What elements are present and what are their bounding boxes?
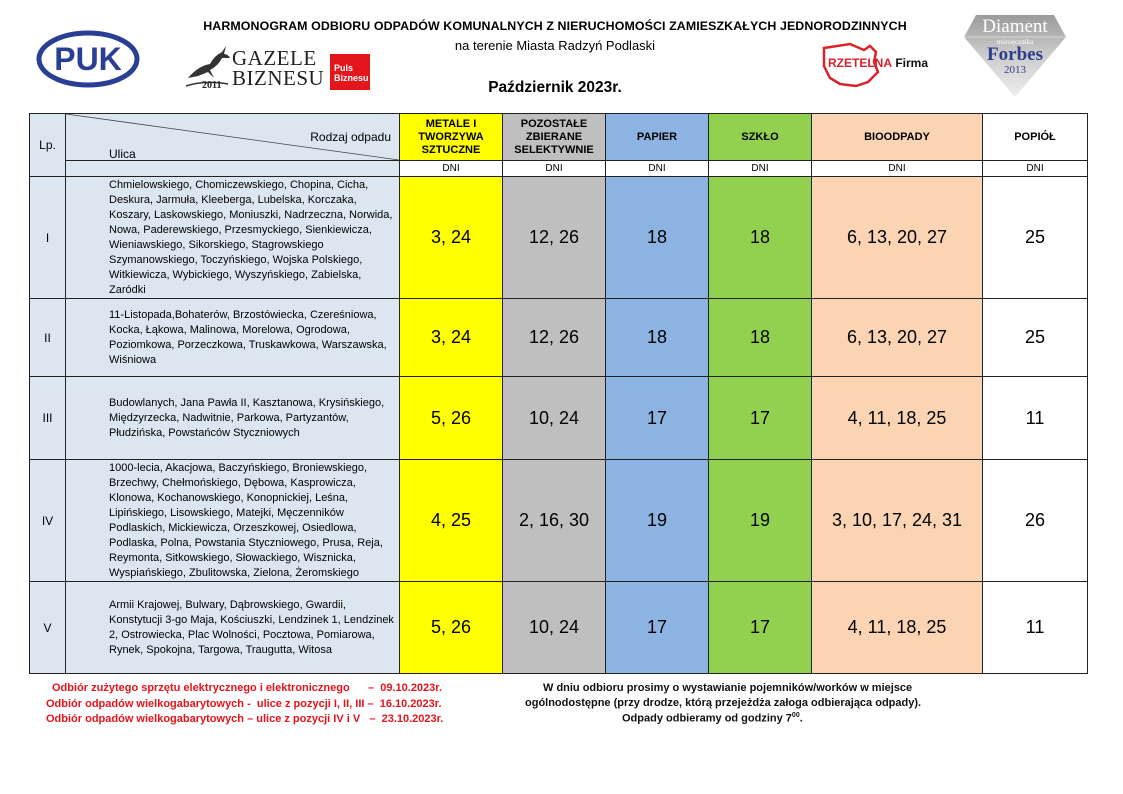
row-lp: IV <box>30 460 66 582</box>
day-pozostale: 12, 26 <box>503 299 606 377</box>
table-row <box>30 460 1088 582</box>
subheader-dni: DNI <box>400 161 503 177</box>
day-pozostale: 12, 26 <box>503 177 606 299</box>
day-bioodpady: 4, 11, 18, 25 <box>812 377 983 460</box>
header-bioodpady: BIOODPADY <box>812 114 983 161</box>
row-streets: Chmielowskiego, Chomiczewskiego, Chopina, Cicha, Deskura, Jarmuła, Kleeberga, Lubelska, Korczaka, Koszary, Laskowskiego, Moniuszki, Nadrzeczna, Norwida, Nowa, Paderewskiego, Przesmyckiego, Sienkiewicza, Wieniawskiego, Sikorskiego, Stagrowskiego Szymanowskiego, Toczyńskiego, Wojska Polskiego, Witkiewicza, Wybickiego, Wyszyńskiego, Zabielska, Zaródki <box>66 177 400 299</box>
day-bioodpady: 6, 13, 20, 27 <box>812 177 983 299</box>
header-row <box>30 114 1088 161</box>
header-pozostale: POZOSTAŁE ZBIERANE SELEKTYWNIE <box>503 114 606 161</box>
day-pozostale: 10, 24 <box>503 582 606 674</box>
note-hours-end: . <box>799 712 803 725</box>
day-papier: 19 <box>606 460 709 582</box>
day-metale: 4, 25 <box>400 460 503 582</box>
subheader-street-blank <box>66 161 400 177</box>
day-szklo: 17 <box>709 377 812 460</box>
forbes-diament-logo <box>962 13 1068 99</box>
header-papier: PAPIER <box>606 114 709 161</box>
table-row <box>30 299 1088 377</box>
day-szklo: 18 <box>709 299 812 377</box>
note-hours-text: Odpady odbieramy od godziny 7 <box>622 712 792 725</box>
day-szklo: 18 <box>709 177 812 299</box>
rzetelna-black: Firma <box>895 56 929 70</box>
page-title: HARMONOGRAM ODBIORU ODPADÓW KOMUNALNYCH Z NIERUCHOMOŚCI ZAMIESZKAŁYCH JEDNORODZINNYCH <box>203 19 907 33</box>
note-hours-sup: 00 <box>791 712 800 719</box>
table-row <box>30 177 1088 299</box>
day-szklo: 17 <box>709 582 812 674</box>
row-streets: 11-Listopada,Bohaterów, Brzostówiecka, Czereśniowa, Kocka, Łąkowa, Malinowa, Morelowa, Ogrodowa, Poziomkowa, Porzeczkowa, Truskawkowa, Warszawska, Wiśniowa <box>66 299 400 377</box>
header-corner <box>66 114 400 161</box>
subheader-dni: DNI <box>606 161 709 177</box>
forbes-mies-text: miesięcznika <box>996 38 1034 46</box>
rzetelna-text <box>828 56 928 70</box>
puls-biznesu-badge: Puls Biznesu <box>330 54 370 90</box>
page-subtitle: na terenie Miasta Radzyń Podlaski <box>454 38 656 53</box>
day-metale: 5, 26 <box>400 582 503 674</box>
note-hours <box>622 712 803 725</box>
header-rodzaj-odpadu: Rodzaj odpadu <box>310 130 391 144</box>
gazele-text: GAZELE BIZNESU <box>232 46 325 90</box>
schedule-table <box>29 113 1088 674</box>
subheader-dni: DNI <box>812 161 983 177</box>
row-lp: I <box>30 177 66 299</box>
note-bulky-1: Odbiór odpadów wielkogabarytowych - ulice z pozycji I, II, III – 16.10.2023r. <box>46 698 442 710</box>
day-metale: 5, 26 <box>400 377 503 460</box>
puk-logo-text: PUK <box>54 41 122 77</box>
day-bioodpady: 6, 13, 20, 27 <box>812 299 983 377</box>
puk-logo <box>36 30 140 88</box>
row-streets: 1000-lecia, Akacjowa, Baczyńskiego, Broniewskiego, Brzechwy, Chełmońskiego, Dębowa, Kasprowicza, Klonowa, Kochanowskiego, Konopnickiej, Leśna, Lipińskiego, Lisowskiego, Matejki, Męczenników Podlaskich, Mickiewicza, Orzeszkowej, Osiedlowa, Podlaska, Polna, Powstania Styczniowego, Prusa, Reja, Reymonta, Sitkowskiego, Słowackiego, Wisznicka, Wyspiańskiego, Zbulitowska, Zielona, Żeromskiego <box>66 460 400 582</box>
gazele-biznesu-logo <box>184 42 372 94</box>
day-papier: 17 <box>606 377 709 460</box>
day-pozostale: 10, 24 <box>503 377 606 460</box>
note-placement-1: W dniu odbioru prosimy o wystawianie pojemników/worków w miejsce <box>543 682 913 694</box>
day-popiol: 25 <box>983 177 1088 299</box>
note-electronics: Odbiór zużytego sprzętu elektrycznego i elektronicznego – 09.10.2023r. <box>52 682 443 694</box>
table-row <box>30 582 1088 674</box>
subheader-row <box>30 161 1088 177</box>
day-papier: 18 <box>606 299 709 377</box>
day-metale: 3, 24 <box>400 177 503 299</box>
forbes-year-text: 2013 <box>1004 64 1026 76</box>
row-lp: III <box>30 377 66 460</box>
forbes-diament-text: Diament <box>982 16 1048 37</box>
day-bioodpady: 3, 10, 17, 24, 31 <box>812 460 983 582</box>
day-bioodpady: 4, 11, 18, 25 <box>812 582 983 674</box>
day-pozostale: 2, 16, 30 <box>503 460 606 582</box>
table-row <box>30 377 1088 460</box>
day-papier: 18 <box>606 177 709 299</box>
subheader-dni: DNI <box>709 161 812 177</box>
day-popiol: 11 <box>983 582 1088 674</box>
note-placement-2: ogólnodostępne (przy drodze, którą przejeżdża załoga odbierająca odpady). <box>525 697 922 709</box>
note-bulky-2: Odbiór odpadów wielkogabarytowych – ulice z pozycji IV i V – 23.10.2023r. <box>46 713 444 725</box>
header-szklo: SZKŁO <box>709 114 812 161</box>
subheader-dni: DNI <box>503 161 606 177</box>
month-title: Październik 2023r. <box>488 79 622 96</box>
header-metale: METALE I TWORZYWA SZTUCZNE <box>400 114 503 161</box>
day-popiol: 26 <box>983 460 1088 582</box>
gazele-year: 2011 <box>202 80 222 91</box>
header-popiol: POPIÓŁ <box>983 114 1088 161</box>
subheader-dni: DNI <box>983 161 1088 177</box>
day-popiol: 11 <box>983 377 1088 460</box>
day-popiol: 25 <box>983 299 1088 377</box>
row-lp: V <box>30 582 66 674</box>
row-lp: II <box>30 299 66 377</box>
row-streets: Armii Krajowej, Bulwary, Dąbrowskiego, Gwardii, Konstytucji 3-go Maja, Kościuszki, Lendzinek 1, Lendzinek 2, Ostrowiecka, Plac Wolności, Pocztowa, Pomiarowa, Rynek, Spokojna, Targowa, Traugutta, Witosa <box>66 582 400 674</box>
rzetelna-red: RZETELNA <box>828 56 892 70</box>
day-metale: 3, 24 <box>400 299 503 377</box>
row-streets: Budowlanych, Jana Pawła II, Kasztanowa, Krysińskiego, Międzyrzecka, Nadwitnie, Parkowa, Partyzantów, Płudzińska, Powstańców Styczniowych <box>66 377 400 460</box>
day-szklo: 19 <box>709 460 812 582</box>
rzetelna-firma-logo <box>820 42 940 90</box>
day-papier: 17 <box>606 582 709 674</box>
header-lp: Lp. <box>30 114 66 177</box>
header-ulica: Ulica <box>109 147 136 161</box>
forbes-name-text: Forbes <box>987 44 1043 65</box>
